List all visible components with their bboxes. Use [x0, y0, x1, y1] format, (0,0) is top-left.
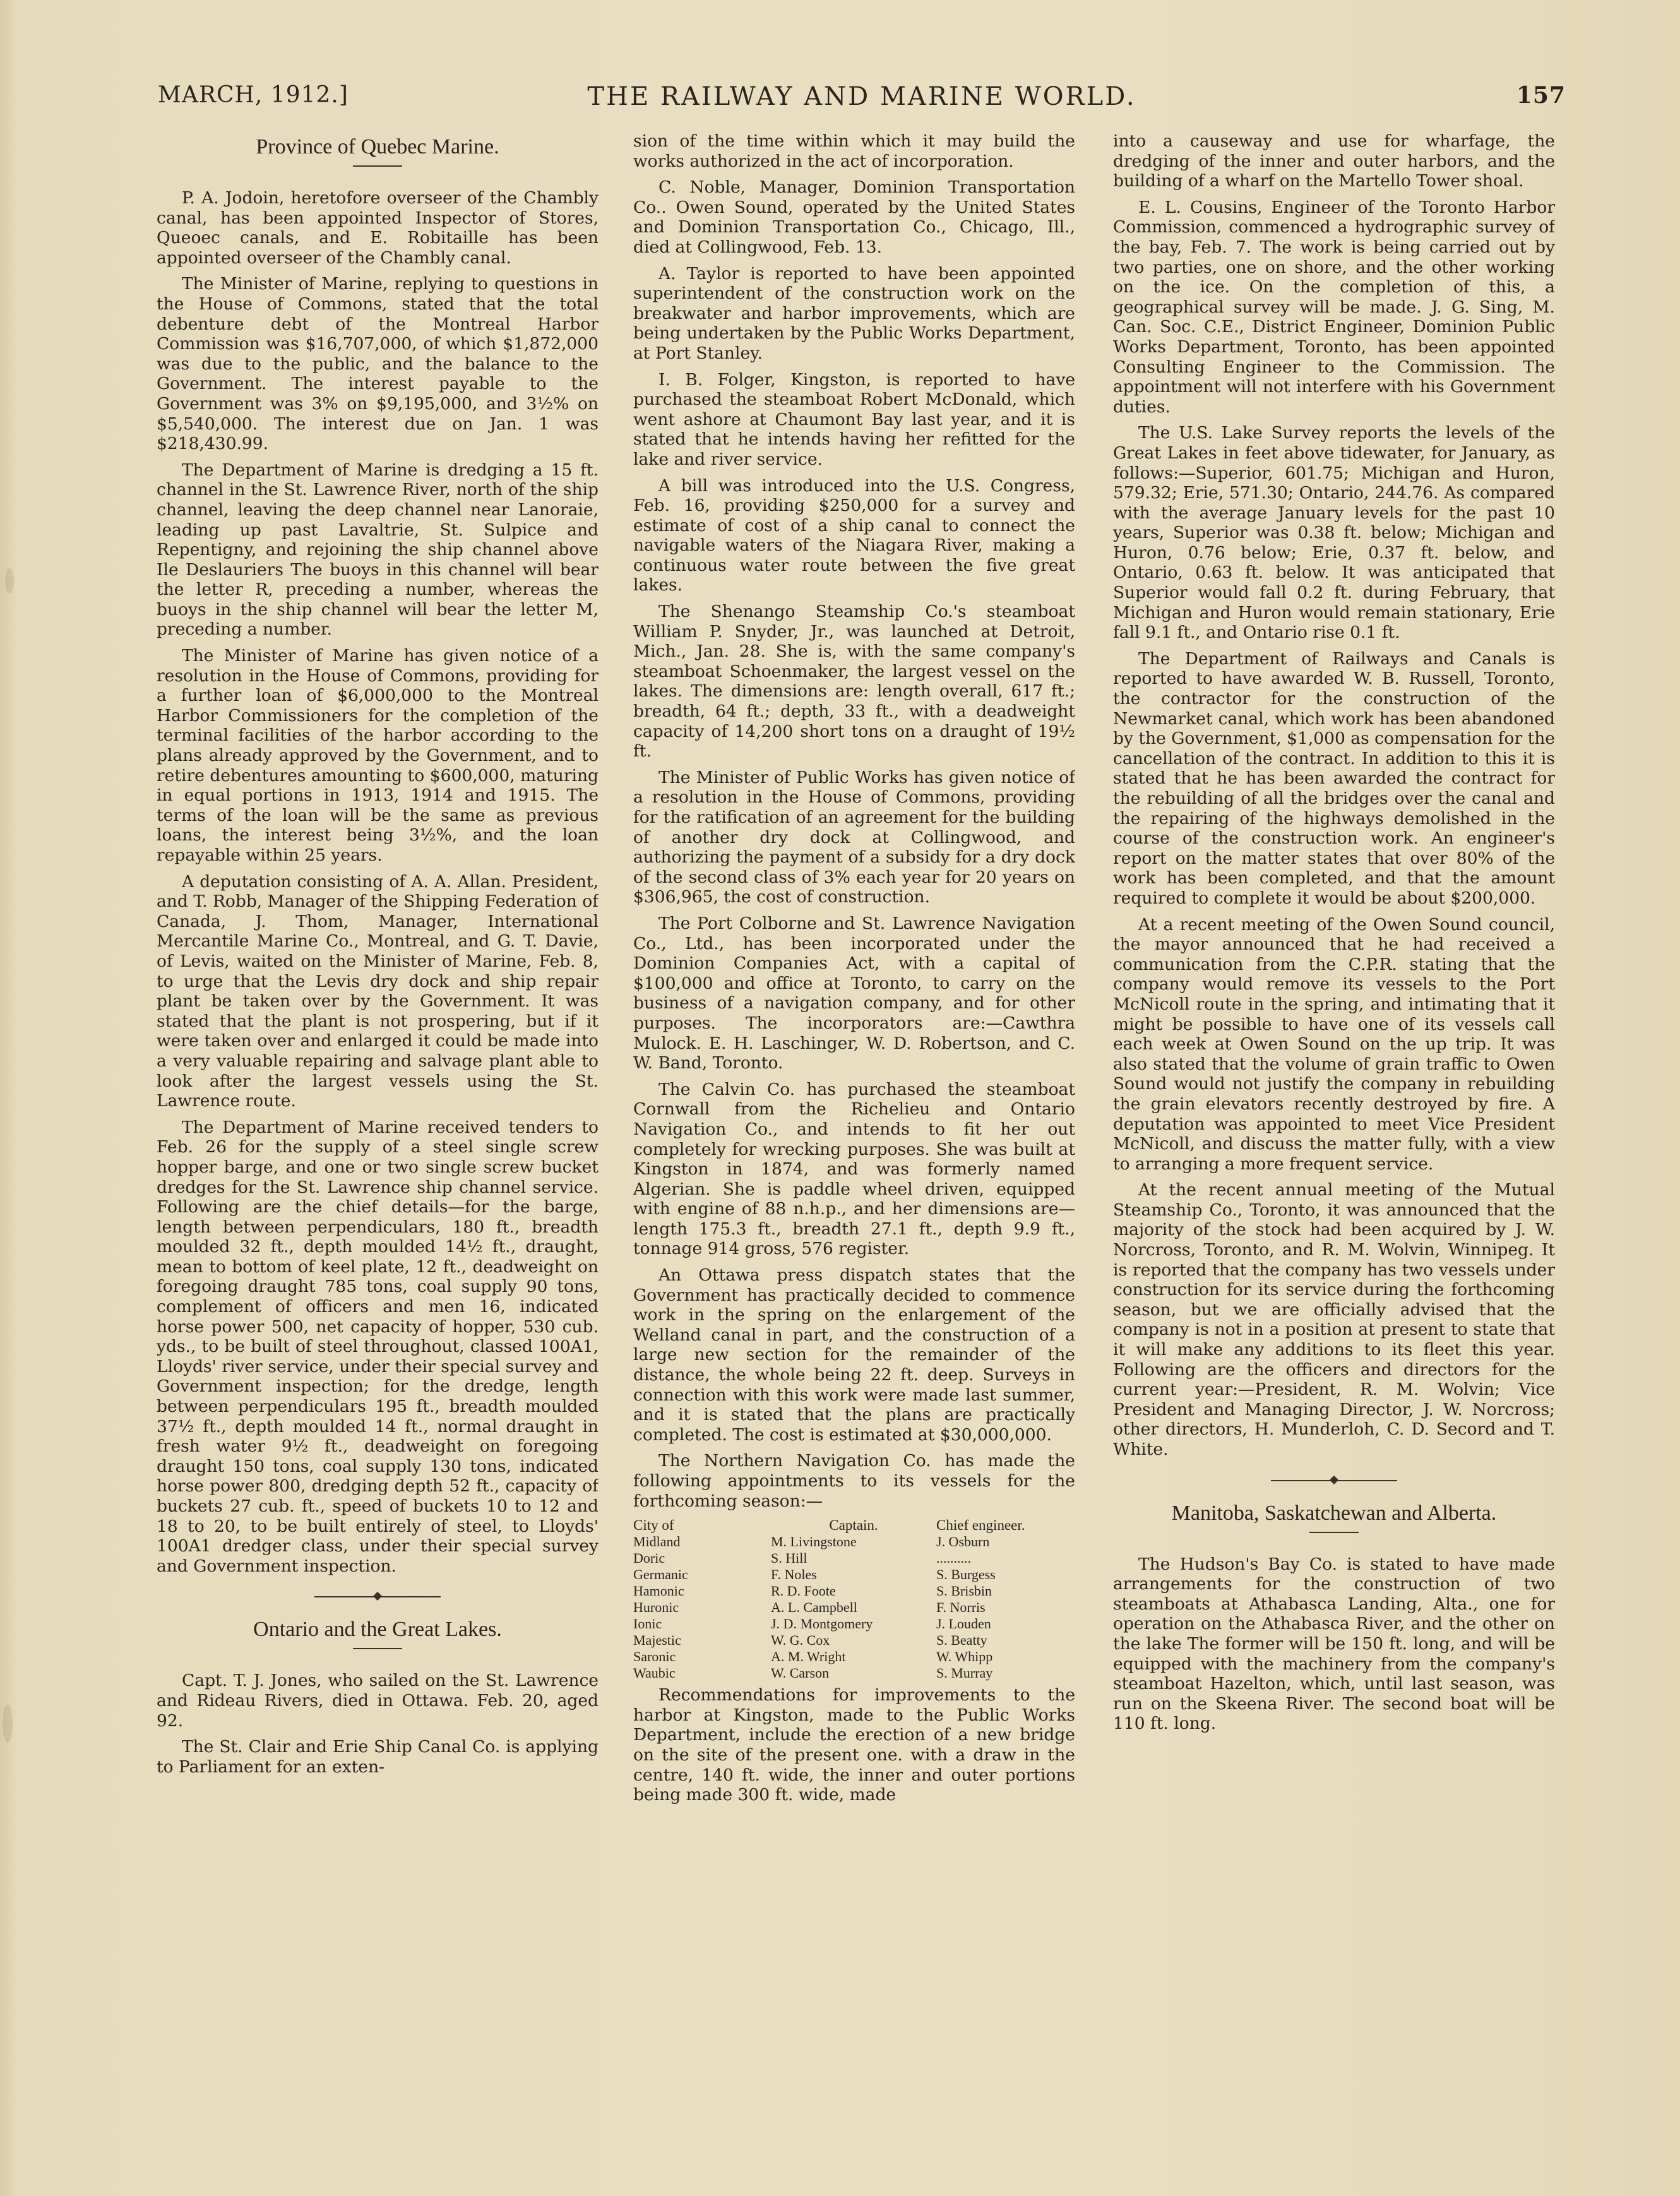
article-paragraph: The Department of Marine received tenders to Feb. 26 for the supply of a steel single screw hopper barge, and one or two single screw bucket dredges for the St. Lawrence ship channel service. Following are the chief details—for the barge, length between perpendiculars, 180 ft., breadth moulded 32 ft., depth moulded 14½ ft., draught, mean to bottom of keel plate, 12 ft., deadweight on foregoing draught 785 tons, coal supply 90 tons, complement of officers and men 16, indicated horse power 500, net capacity of hopper, 530 cub. yds., to be built of steel throughout, classed 100A1, Lloyds' river service, under their special survey and Government inspection; for the dredge, length between perpendiculars 195 ft., breadth moulded 37½ ft., depth moulded 14 ft., normal draught in fresh water 9½ ft., deadweight on foregoing draught 150 tons, coal supply 130 tons, indicated horse power 800, dredging depth 52 ft., capacity of buckets 27 cub. ft., speed of buckets 10 to 12 and 18 to 20, to be built entirely of steel, to Lloyds' 100A1 dredger class, under their special survey and Government inspection. — [157, 1117, 599, 1576]
title-rule — [1309, 1532, 1359, 1533]
table-row — [633, 1550, 1075, 1566]
article-paragraph: The Calvin Co. has purchased the steamboat Cornwall from the Richelieu and Ontario Navigation Co., and intends to fit her out completely for wrecking purposes. She was built at Kingston in 1874, and was formerly named Algerian. She is paddle wheel driven, equipped with engine of 88 n.h.p., and her dimensions are—length 175.3 ft., breadth 27.1 ft., depth 9.9 ft., tonnage 914 gross, 576 register. — [633, 1079, 1075, 1259]
diamond-ornament-icon — [373, 1592, 382, 1601]
section-title-quebec: Province of Quebec Marine. — [256, 135, 499, 158]
table-cell: S. Burgess — [936, 1566, 996, 1583]
article-paragraph: C. Noble, Manager, Dominion Transportation Co.. Owen Sound, operated by the United States and Dominion Transportation Co., Chicago, Ill., died at Collingwood, Feb. 13. — [633, 177, 1075, 257]
table-cell: S. Brisbin — [936, 1583, 992, 1599]
appointments-table — [633, 1517, 1075, 1681]
table-cell: W. G. Cox — [771, 1632, 830, 1649]
table-row — [633, 1649, 1075, 1665]
article-paragraph: At the recent annual meeting of the Mutual Steamship Co., Toronto, it was announced that the majority of the stock had been acquired by J. W. Norcross, Toronto, and R. M. Wolvin, Winnipeg. It is reported that the company has two vessels under construction for its service during the forthcoming season, but we are officially advised that the company is not in a position at present to state that it will make any additions to its fleet this year. Following are the officers and directors for the current year:—President, R. M. Wolvin; Vice President and Managing Director, J. W. Norcross; other directors, H. Munderloh, C. D. Secord and T. White. — [1113, 1180, 1555, 1459]
article-paragraph: sion of the time within which it may build the works authorized in the act of incorporation. — [633, 131, 1075, 171]
table-header-cell: Captain. — [829, 1517, 878, 1534]
article-paragraph: The Shenango Steamship Co.'s steamboat William P. Snyder, Jr., was launched at Detroit, Mich., Jan. 28. She is, with the same company's steamboat Schoenmaker, the largest vessel on the lakes. The dimensions are: length overall, 617 ft.; breadth, 64 ft.; depth, 33 ft., with a deadweight capacity of 14,200 short tons on a draught of 19½ ft. — [633, 602, 1075, 761]
diamond-ornament-icon — [1330, 1476, 1338, 1484]
table-cell: Midland — [633, 1534, 681, 1550]
table-row — [633, 1534, 1075, 1550]
table-cell: S. Beatty — [936, 1632, 987, 1649]
table-header-row — [633, 1517, 1075, 1534]
paper-stain — [3, 1705, 13, 1743]
table-cell: Ionic — [633, 1616, 662, 1632]
table-cell: A. L. Campbell — [771, 1599, 857, 1616]
article-paragraph: I. B. Folger, Kingston, is reported to have purchased the steamboat Robert McDonald, which went ashore at Chaumont Bay last year, and it is stated that he intends having her refitted for the lake and river service. — [633, 369, 1075, 469]
table-cell: S. Hill — [771, 1550, 807, 1566]
table-cell: J. Louden — [936, 1616, 991, 1632]
table-row — [633, 1616, 1075, 1632]
column-1 — [157, 131, 599, 2152]
table-row — [633, 1599, 1075, 1616]
article-paragraph: A deputation consisting of A. A. Allan. President, and T. Robb, Manager of the Shipping Federation of Canada, J. Thom, Manager, International Mercantile Marine Co., Montreal, and G. T. Davie, of Levis, waited on the Minister of Marine, Feb. 8, to urge that the Levis dry dock and ship repair plant be taken over by the Government. It was stated that the plant is not prospering, but if it were taken over and enlarged it could be made into a very valuable repairing and salvage plant able to look after the largest vessels using the St. Lawrence route. — [157, 871, 599, 1111]
article-paragraph: Capt. T. J. Jones, who sailed on the St. Lawrence and Rideau Rivers, died in Ottawa. Feb. 20, aged 92. — [157, 1671, 599, 1731]
table-row — [633, 1583, 1075, 1599]
table-cell: Germanic — [633, 1566, 688, 1583]
article-paragraph: A. Taylor is reported to have been appointed superintendent of the construction work on the breakwater and harbor improvements, which are being undertaken by the Public Works Department, at Port Stanley. — [633, 263, 1075, 363]
article-paragraph: The Hudson's Bay Co. is stated to have made arrangements for the construction of two steamboats at Athabasca Landing, Alta., one for operation on the Athabasca River, and the other on the lake The former will be 150 ft. long, and will be equipped with the machinery from the company's steamboat Hazelton, which, until last season, was run on the Skeena River. The second boat will be 110 ft. long. — [1113, 1554, 1555, 1734]
table-cell: F. Noles — [771, 1566, 817, 1583]
article-paragraph: The Northern Navigation Co. has made the following appointments to its vessels for the forthcoming season:— — [633, 1451, 1075, 1511]
column-3 — [1113, 131, 1555, 2152]
table-cell: W. Whipp — [936, 1649, 993, 1665]
header-date: MARCH, 1912.] — [158, 82, 349, 108]
article-paragraph: The Department of Railways and Canals is reported to have awarded W. B. Russell, Toronto, the contractor for the construction of the Newmarket canal, which work has been abandoned by the Government, $1,000 as compensation for the cancellation of the contract. In addition to this it is stated that he has been awarded the contract for the rebuilding of all the bridges over the canal and the repairing of the highways demolished in the course of the construction work. An engineer's report on the matter states that over 80% of the work has been completed, and that the amount required to complete it would be about $200,000. — [1113, 648, 1555, 908]
article-paragraph: The Port Colborne and St. Lawrence Navigation Co., Ltd., has been incorporated under the Dominion Companies Act, with a capital of $100,000 and office at Toronto, to carry on the business of a navigation company, and for other purposes. The incorporators are:—Cawthra Mulock. E. H. Laschinger, W. D. Robertson, and C. W. Band, Toronto. — [633, 913, 1075, 1073]
section-divider — [157, 1587, 599, 1606]
table-cell: J. Osburn — [936, 1534, 990, 1550]
article-paragraph: The Minister of Public Works has given notice of a resolution in the House of Commons, providing for the ratification of an agreement for the building of another dry dock at Collingwood, and authorizing the payment of a subsidy for a dry dock of the second class of 3% each year for 20 years on $306,965, the cost of construction. — [633, 767, 1075, 907]
table-header-cell: Chief engineer. — [936, 1517, 1025, 1534]
article-paragraph: A bill was introduced into the U.S. Congress, Feb. 16, providing $250,000 for a survey and estimate of cost of a ship canal to connect the navigable waters of the Niagara River, making a continuous water route between the five great lakes. — [633, 475, 1075, 595]
article-paragraph: The Department of Marine is dredging a 15 ft. channel in the St. Lawrence River, north of the ship channel, leaving the deep channel near Lanoraie, leading up past Lavaltrie, St. Sulpice and Repentigny, and rejoining the ship channel above Ile Deslauriers The buoys in this channel will bear the letter R, preceding a number, whereas the buoys in the ship channel will bear the letter M, preceding a number. — [157, 460, 599, 640]
article-paragraph: The St. Clair and Erie Ship Canal Co. is applying to Parliament for an exten- — [157, 1737, 599, 1777]
article-paragraph: into a causeway and use for wharfage, the dredging of the inner and outer harbors, and the building of a wharf on the Martello Tower shoal. — [1113, 131, 1555, 191]
header-title: THE RAILWAY AND MARINE WORLD. — [587, 82, 1136, 111]
title-rule — [353, 165, 402, 167]
article-paragraph: An Ottawa press dispatch states that the Government has practically decided to commence work in the spring on the enlargement of the Welland canal in part, and the construction of a large new section for the remainder of the distance, the whole being 22 ft. deep. Surveys in connection with this work were made last summer, and it is stated that the plans are practically completed. The cost is estimated at $30,000,000. — [633, 1265, 1075, 1445]
section-title-ontario: Ontario and the Great Lakes. — [253, 1618, 502, 1642]
article-paragraph: The Minister of Marine, replying to questions in the House of Commons, stated that the total debenture debt of the Montreal Harbor Commission was $16,707,000, of which $1,872,000 was due to the public, and the balance to the Government. The interest payable to the Government was 3% on $9,195,000, and 3½% on $5,540,000. The interest due on Jan. 1 was $218,430.99. — [157, 274, 599, 454]
table-cell: A. M. Wright — [771, 1649, 846, 1665]
section-title-manitoba: Manitoba, Saskatchewan and Alberta. — [1171, 1501, 1497, 1525]
article-paragraph: E. L. Cousins, Engineer of the Toronto Harbor Commission, commenced a hydrographic survey of the bay, Feb. 7. The work is being carried out by two parties, one on shore, and the other working on the ice. On the completion of this, a geographical survey will be made. J. G. Sing, M. Can. Soc. C.E., District Engineer, Dominion Public Works Department, Toronto, has been appointed Consulting Engineer to the Commission. The appointment will not interfere with his Government duties. — [1113, 197, 1555, 417]
article-paragraph: At a recent meeting of the Owen Sound council, the mayor announced that he had received a communication from the C.P.R. stating that the company would remove its vessels to the Port McNicoll route in the spring, and intimating that it might be possible to have one of its vessels call each week at Owen Sound on the up trip. It was also stated that the volume of grain traffic to Owen Sound would not justify the company in rebuilding the grain elevators recently destroyed by fire. A deputation was appointed to meet Vice President McNicoll, and discuss the matter fully, with a view to arranging a more frequent service. — [1113, 914, 1555, 1174]
article-paragraph: P. A. Jodoin, heretofore overseer of the Chambly canal, has been appointed Inspector of Stores, Queoec canals, and E. Robitaille has been appointed overseer of the Chambly canal. — [157, 188, 599, 268]
table-cell: S. Murray — [936, 1665, 993, 1681]
running-header — [158, 82, 1566, 120]
article-paragraph: Recommendations for improvements to the harbor at Kingston, made to the Public Works Department, include the erection of a new bridge on the site of the present one. with a draw in the centre, 140 ft. wide, the inner and outer portions being made 300 ft. wide, made — [633, 1685, 1075, 1805]
column-2 — [633, 131, 1075, 2152]
table-cell: Majestic — [633, 1632, 681, 1649]
table-row — [633, 1566, 1075, 1583]
table-row — [633, 1665, 1075, 1681]
table-cell: Hamonic — [633, 1583, 684, 1599]
table-cell: Waubic — [633, 1665, 676, 1681]
title-rule — [353, 1648, 402, 1649]
table-cell: Doric — [633, 1550, 665, 1566]
paper-stain — [5, 568, 14, 594]
table-header-cell: City of — [633, 1517, 674, 1534]
table-cell: R. D. Foote — [771, 1583, 836, 1599]
table-cell: F. Norris — [936, 1599, 986, 1616]
table-cell: Saronic — [633, 1649, 676, 1665]
table-cell: .......... — [936, 1550, 971, 1566]
table-cell: Huronic — [633, 1599, 679, 1616]
table-cell: J. D. Montgomery — [771, 1616, 873, 1632]
page-number: 157 — [1516, 82, 1566, 109]
table-cell: W. Carson — [771, 1665, 830, 1681]
article-paragraph: The U.S. Lake Survey reports the levels of the Great Lakes in feet above tidewater, for January, as follows:—Superior, 601.75; Michigan and Huron, 579.32; Erie, 571.30; Ontario, 244.76. As compared with the average January levels for the past 10 years, Superior was 0.38 ft. below; Michigan and Huron, 0.76 below; Erie, 0.37 ft. below, and Ontario, 0.63 ft. below. It was anticipated that Superior would fall 0.2 ft. during February, that Michigan and Huron would remain stationary, Erie fall 9.1 ft., and Ontario rise 0.1 ft. — [1113, 423, 1555, 643]
article-paragraph: The Minister of Marine has given notice of a resolution in the House of Commons, providing for a further loan of $6,000,000 to the Montreal Harbor Commissioners for the completion of the terminal facilities of the harbor according to the plans already approved by the Government, and to retire debentures amounting to $600,000, maturing in equal portions in 1913, 1914 and 1915. The terms of the loan will be the same as previous loans, the interest being 3½%, and the loan repayable within 25 years. — [157, 646, 599, 865]
table-row — [633, 1632, 1075, 1649]
section-divider — [1113, 1471, 1555, 1490]
table-cell: M. Livingstone — [771, 1534, 857, 1550]
